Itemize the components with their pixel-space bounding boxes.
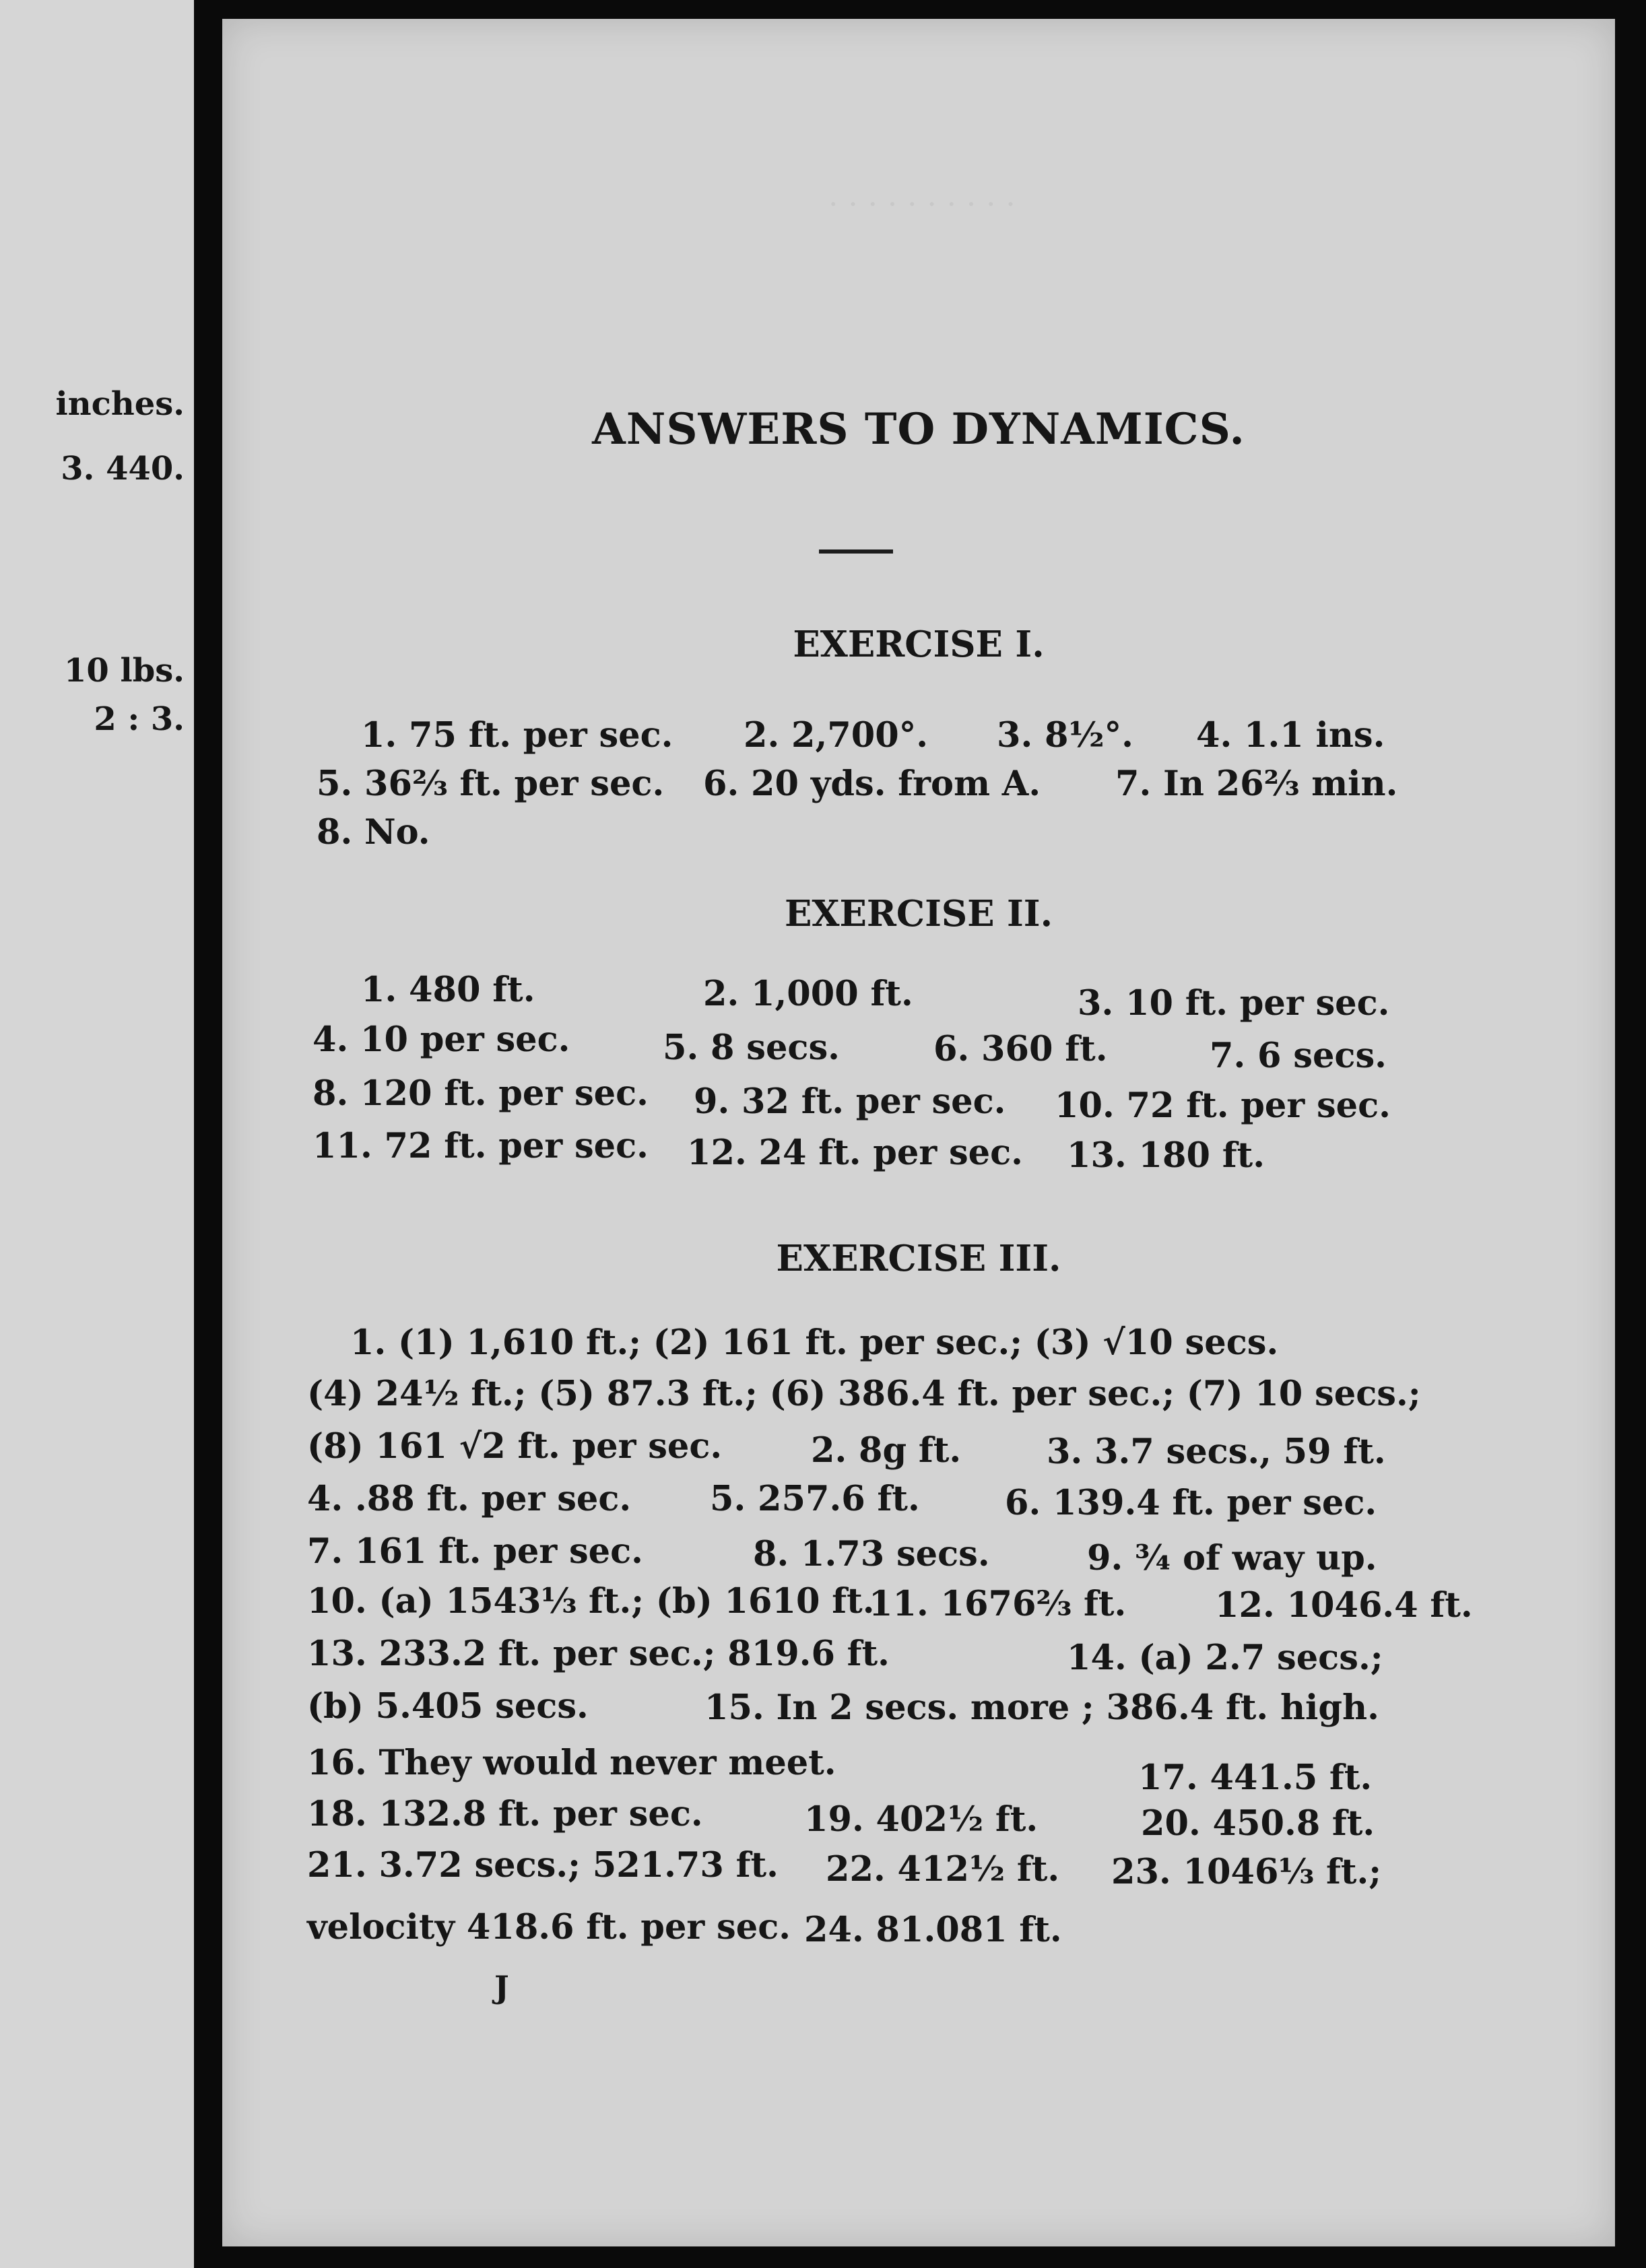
- exercise-3-answer: 23. 1046⅓ ft.;: [1111, 1852, 1382, 1892]
- exercise-2-answer: 3. 10 ft. per sec.: [1078, 983, 1390, 1024]
- exercise-3-answer: (8) 161 √2 ft. per sec.: [307, 1426, 723, 1467]
- exercise-2-answer: 5. 8 secs.: [663, 1028, 840, 1068]
- previous-page-edge: [0, 0, 194, 2268]
- exercise-2-answer: 11. 72 ft. per sec.: [312, 1126, 649, 1166]
- exercise-3-answer: 1. (1) 1,610 ft.; (2) 161 ft. per sec.; (3) √10 secs.: [350, 1323, 1279, 1363]
- exercise-3-answer: 6. 139.4 ft. per sec.: [1005, 1483, 1377, 1523]
- exercise-3-answer: 22. 412½ ft.: [826, 1849, 1060, 1890]
- exercise-3-answer: 9. ¾ of way up.: [1087, 1538, 1377, 1578]
- prev-page-fragment: inches.: [55, 385, 185, 423]
- exercise-2-answer: 9. 32 ft. per sec.: [694, 1081, 1006, 1122]
- exercise-2-answer: 1. 480 ft.: [361, 970, 535, 1010]
- signature-mark: J: [494, 1969, 509, 2005]
- exercise-2-heading: EXERCISE II.: [784, 893, 1053, 935]
- exercise-3-answer: 19. 402½ ft.: [804, 1799, 1039, 1840]
- exercise-3-answer: 21. 3.72 secs.; 521.73 ft.: [307, 1845, 779, 1886]
- exercise-3-answer: velocity 418.6 ft. per sec.: [307, 1907, 791, 1947]
- exercise-3-answer: 10. (a) 1543⅓ ft.; (b) 1610 ft.: [307, 1581, 875, 1622]
- exercise-1-answer: 7. In 26⅔ min.: [1115, 764, 1398, 804]
- exercise-3-answer: 5. 257.6 ft.: [710, 1479, 920, 1519]
- exercise-3-answer: 15. In 2 secs. more ; 386.4 ft. high.: [704, 1688, 1379, 1728]
- prev-page-fragment: 2 : 3.: [94, 700, 185, 738]
- exercise-1-answer: 2. 2,700°.: [744, 715, 928, 756]
- exercise-2-answer: 8. 120 ft. per sec.: [312, 1073, 649, 1114]
- exercise-2-answer: 10. 72 ft. per sec.: [1055, 1086, 1391, 1126]
- exercise-3-answer: 20. 450.8 ft.: [1141, 1803, 1375, 1844]
- exercise-1-heading: EXERCISE I.: [793, 624, 1045, 665]
- page-title: ANSWERS TO DYNAMICS.: [592, 404, 1245, 455]
- prev-page-fragment: 3. 440.: [61, 450, 185, 488]
- exercise-3-answer: 18. 132.8 ft. per sec.: [307, 1794, 703, 1834]
- exercise-3-answer: 12. 1046.4 ft.: [1215, 1585, 1473, 1626]
- prev-page-fragment: 10 lbs.: [63, 652, 185, 690]
- exercise-3-answer: (4) 24½ ft.; (5) 87.3 ft.; (6) 386.4 ft. per sec.; (7) 10 secs.;: [307, 1374, 1421, 1414]
- exercise-3-answer: 16. They would never meet.: [307, 1743, 836, 1783]
- exercise-3-answer: 17. 441.5 ft.: [1138, 1758, 1373, 1798]
- exercise-1-answer: 8. No.: [317, 812, 430, 853]
- exercise-3-answer: 11. 1676⅔ ft.: [869, 1584, 1127, 1624]
- exercise-3-answer: 8. 1.73 secs.: [753, 1534, 990, 1574]
- exercise-3-answer: 2. 8g ft.: [811, 1430, 962, 1471]
- exercise-3-heading: EXERCISE III.: [776, 1238, 1061, 1279]
- exercise-3-answer: 3. 3.7 secs., 59 ft.: [1047, 1432, 1386, 1472]
- exercise-3-answer: 4. .88 ft. per sec.: [307, 1479, 632, 1519]
- exercise-3-answer: 14. (a) 2.7 secs.;: [1067, 1638, 1383, 1678]
- exercise-3-answer: (b) 5.405 secs.: [307, 1686, 589, 1727]
- exercise-3-answer: 24. 81.081 ft.: [804, 1910, 1062, 1950]
- exercise-1-answer: 3. 8½°.: [997, 715, 1133, 756]
- exercise-3-answer: 7. 161 ft. per sec.: [307, 1531, 643, 1572]
- book-page: · · · · · · · · · · ANSWERS TO DYNAMICS. EXERCISE I. 1. 75 ft. per sec. 2. 2,700°. 3. 8½°. 4. 1.1 ins. 5. 36⅔ ft. per sec. 6. 20 yds. from A. 7. In 26⅔ min. 8. No. EXERCISE II. 1. 480 ft. 2. 1,000 ft. 3. 10 ft. per sec. 4. 10 per sec. 5. 8 secs. 6. 360 ft. 7. 6 secs. 8. 120 ft. per sec. 9. 32 ft. per sec. 10. 72 ft. per sec. 11. 72 ft. per sec. 12. 24 ft. per sec. 13. 180 ft. EXERCISE III. 1. (1) 1,610 ft.; (2) 161 ft. per sec.; (3) √10 secs. (4) 24½ ft.; (5) 87.3 ft.; (6) 386.4 ft. per sec.; (7) 10 secs.; (8) 161 √2 ft. per sec. 2. 8g ft. 3. 3.7 secs., 59 ft. 4. .88 ft. per sec. 5. 257.6 ft. 6. 139.4 ft. per sec. 7. 161 ft. per sec. 8. 1.73 secs. 9. ¾ of way up. 10. (a) 1543⅓ ft.; (b) 1610 ft. 11. 1676⅔ ft. 12. 1046.4 ft. 13. 233.2 ft. per sec.; 819.6 ft. 14. (a) 2.7 secs.; (b) 5.405 secs. 15. In 2 secs. more ; 386.4 ft. high. 16. They would never meet. 17. 441.5 ft. 18. 132.8 ft. per sec. 19. 402½ ft. 20. 450.8 ft. 21. 3.72 secs.; 521.73 ft. 22. 412½ ft. 23. 1046⅓ ft.; velocity 418.6 ft. per sec. 24. 81.081 ft. J: [222, 19, 1615, 2246]
- title-rule: [819, 549, 893, 554]
- exercise-3-answer: 13. 233.2 ft. per sec.; 819.6 ft.: [307, 1634, 890, 1674]
- exercise-2-answer: 2. 1,000 ft.: [703, 974, 913, 1014]
- exercise-1-answer: 5. 36⅔ ft. per sec.: [317, 764, 665, 804]
- exercise-2-answer: 13. 180 ft.: [1067, 1135, 1265, 1176]
- exercise-2-answer: 4. 10 per sec.: [312, 1020, 570, 1060]
- exercise-1-answer: 4. 1.1 ins.: [1196, 715, 1385, 756]
- exercise-2-answer: 6. 360 ft.: [933, 1029, 1108, 1069]
- exercise-2-answer: 7. 6 secs.: [1210, 1036, 1387, 1076]
- exercise-1-answer: 1. 75 ft. per sec.: [361, 715, 673, 756]
- exercise-1-answer: 6. 20 yds. from A.: [703, 764, 1041, 804]
- exercise-2-answer: 12. 24 ft. per sec.: [687, 1133, 1023, 1173]
